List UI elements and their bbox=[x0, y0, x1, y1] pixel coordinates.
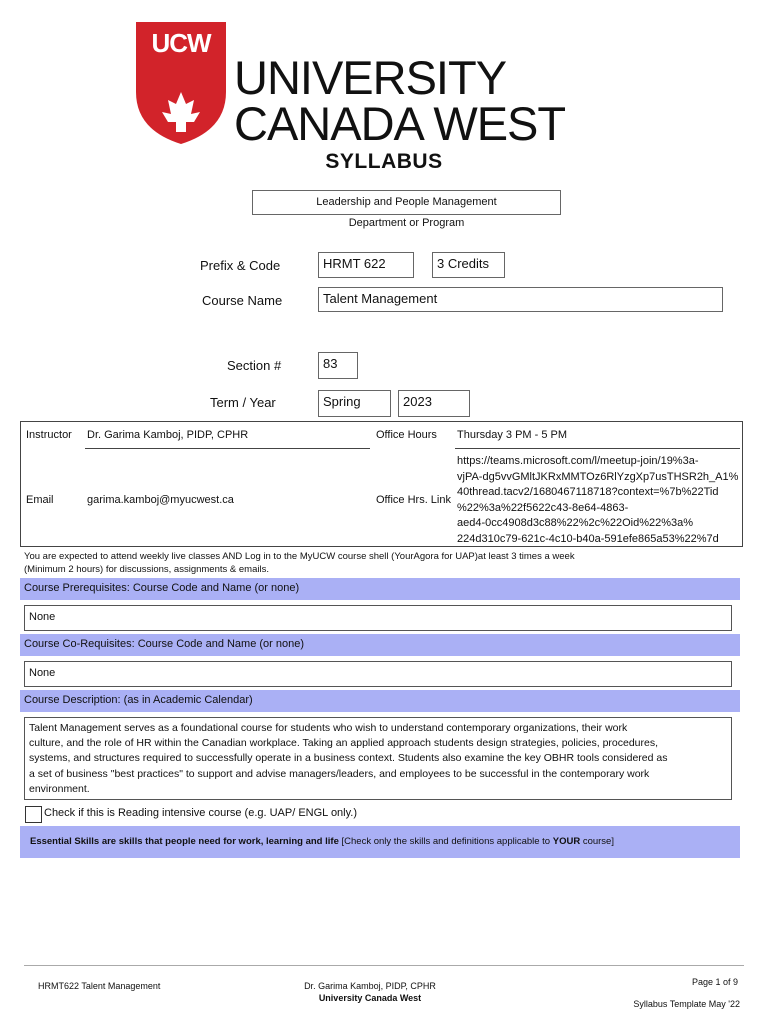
prefix-code-field: HRMT 622 bbox=[318, 252, 414, 278]
page-title: SYLLABUS bbox=[325, 150, 443, 173]
essential-skills-your: YOUR bbox=[552, 836, 581, 847]
ucw-logo bbox=[136, 22, 616, 150]
attendance-note: You are expected to attend weekly live classes AND Log in to the MyUCW course shell (YourAgora for UAP)at least 3 times a week (Minimum 2 hours) for discussions, assignments & emails. bbox=[24, 551, 575, 575]
office-link-label: Office Hrs. Link bbox=[376, 494, 451, 506]
office-link-value[interactable]: https://teams.microsoft.com/l/meetup-join/19%3a- vjPA-dg5vvGMltJKRxMMTOz6RlYzgXp7usTHSR2h_A1% 40thread.tacv2/1680467118718?context=%7b%22Tid %22%3a%22f5622c43-8e64-4863- aed4-0cc4908d3c88%22%2c%22Oid%22%3a% 224d310c79-621c-4c10-b40a-591efe865a53%22%7d bbox=[457, 455, 739, 545]
essential-skills-bold: Essential Skills are skills that people need for work, learning and life bbox=[30, 836, 339, 847]
description-field: Talent Management serves as a foundational course for students who wish to understand contemporary organizations, their work culture, and the role of HR within the Canadian workplace. Taking an applied approach students design strategies, policies, procedures, systems, and structures required to successfully operate in a business context. Students also examine the key OBHR tools considered as a set of business "best practices" to support and advise managers/leaders, and employees to be successful in the contemporary work environment. bbox=[24, 717, 732, 800]
instructor-name: Dr. Garima Kamboj, PIDP, CPHR bbox=[87, 429, 249, 441]
logo-line-2: CANADA WEST bbox=[234, 97, 566, 150]
department-caption: Department or Program bbox=[348, 217, 465, 229]
office-hours-value: Thursday 3 PM - 5 PM bbox=[457, 429, 568, 441]
footer-course: HRMT622 Talent Management bbox=[38, 981, 161, 991]
office-hours-label: Office Hours bbox=[376, 429, 437, 441]
footer-template: Syllabus Template May '22 bbox=[633, 999, 740, 1009]
email-label: Email bbox=[26, 494, 54, 506]
essential-skills-banner bbox=[20, 826, 740, 858]
instructor-label: Instructor bbox=[26, 429, 72, 441]
essential-skills-note: [Check only the skills and definitions applicable to bbox=[338, 836, 553, 847]
instructor-table bbox=[20, 421, 743, 547]
department-field: Leadership and People Management bbox=[252, 190, 561, 215]
prerequisites-header: Course Prerequisites: Course Code and Name (or none) bbox=[20, 578, 740, 600]
credits-field: 3 Credits bbox=[432, 252, 505, 278]
section-label: Section # bbox=[227, 358, 282, 373]
essential-skills-note-end: course] bbox=[580, 836, 614, 847]
corequisites-header: Course Co-Requisites: Course Code and Name (or none) bbox=[20, 634, 740, 656]
logo-badge-text: UCW bbox=[151, 28, 211, 58]
course-name-field: Talent Management bbox=[318, 287, 723, 312]
description-header: Course Description: (as in Academic Calendar) bbox=[20, 690, 740, 712]
footer-university: University Canada West bbox=[318, 993, 422, 1003]
term-field: Spring bbox=[318, 390, 391, 417]
footer-rule bbox=[24, 965, 744, 966]
prefix-code-label: Prefix & Code bbox=[200, 258, 281, 273]
footer-instructor: Dr. Garima Kamboj, PIDP, CPHR bbox=[304, 981, 436, 991]
footer-page-number: Page 1 of 9 bbox=[691, 977, 738, 987]
course-name-label: Course Name bbox=[202, 293, 283, 308]
email-value[interactable]: garima.kamboj@myucwest.ca bbox=[87, 494, 234, 506]
reading-intensive-checkbox[interactable] bbox=[25, 806, 42, 823]
term-year-label: Term / Year bbox=[210, 395, 276, 410]
section-field: 83 bbox=[318, 352, 358, 379]
corequisites-field: None bbox=[24, 661, 732, 687]
year-field: 2023 bbox=[398, 390, 470, 417]
reading-intensive-label: Check if this is Reading intensive course (e.g. UAP/ ENGL only.) bbox=[44, 807, 358, 819]
prerequisites-field: None bbox=[24, 605, 732, 631]
logo-line-1: UNIVERSITY bbox=[234, 51, 507, 104]
